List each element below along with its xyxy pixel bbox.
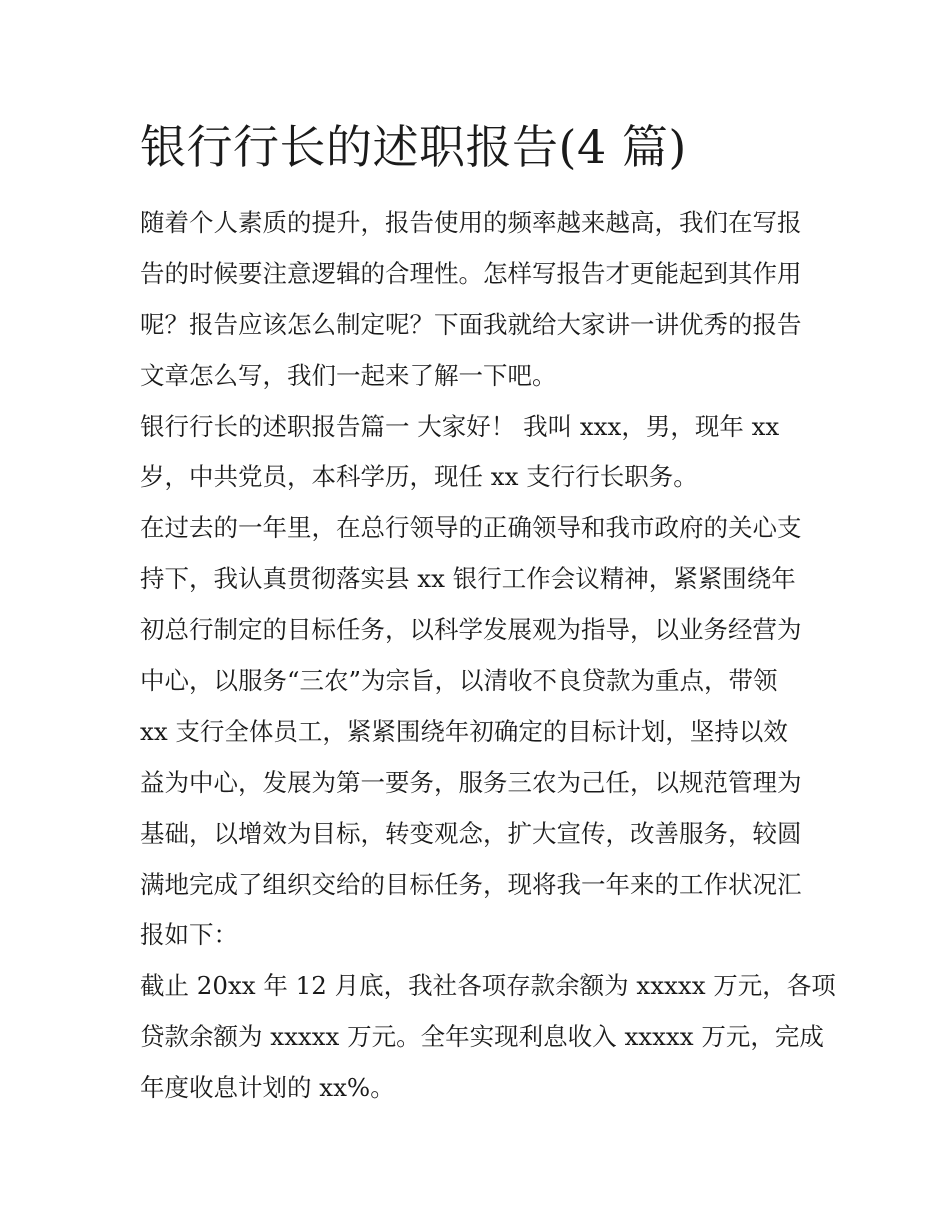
text-line: 持下，我认真贯彻落实县 xx 银行工作会议精神，紧紧围绕年 — [140, 564, 796, 594]
section-heading-line: 银行行长的述职报告篇一 大家好！ 我叫 xxx，男，现年 xx — [140, 411, 780, 441]
text-line: 报如下： — [140, 920, 238, 950]
document-title: 银行行长的述职报告(4 篇) — [140, 120, 687, 174]
text-line: 年度收息计划的 xx%。 — [140, 1073, 395, 1103]
text-line: 贷款余额为 xxxxx 万元。全年实现利息收入 xxxxx 万元，完成 — [140, 1022, 824, 1052]
text-line: 满地完成了组织交给的目标任务，现将我一年来的工作状况汇 — [140, 869, 802, 899]
text-line: 基础，以增效为目标，转变观念，扩大宣传，改善服务，较圆 — [140, 818, 802, 848]
text-line: 益为中心，发展为第一要务，服务三农为己任，以规范管理为 — [140, 767, 802, 797]
text-line: 随着个人素质的提升，报告使用的频率越来越高，我们在写报 — [140, 208, 802, 237]
text-line: xx 支行全体员工，紧紧围绕年初确定的目标计划，坚持以效 — [140, 716, 788, 746]
document-body — [140, 198, 836, 1114]
text-line: 中心，以服务“三农”为宗旨，以清收不良贷款为重点，带领 — [140, 666, 778, 696]
text-line: 截止 20xx 年 12 月底，我社各项存款余额为 xxxxx 万元，各项 — [140, 971, 836, 1001]
text-line: 文章怎么写，我们一起来了解一下吧。 — [140, 360, 557, 390]
text-line: 岁，中共党员，本科学历，现任 xx 支行行长职务。 — [140, 462, 698, 492]
text-line: 在过去的一年里，在总行领导的正确领导和我市政府的关心支 — [140, 513, 802, 543]
text-line: 呢？报告应该怎么制定呢？下面我就给大家讲一讲优秀的报告 — [140, 309, 802, 339]
text-line: 告的时候要注意逻辑的合理性。怎样写报告才更能起到其作用 — [140, 258, 802, 288]
text-line: 初总行制定的目标任务，以科学发展观为指导，以业务经营为 — [140, 615, 802, 645]
